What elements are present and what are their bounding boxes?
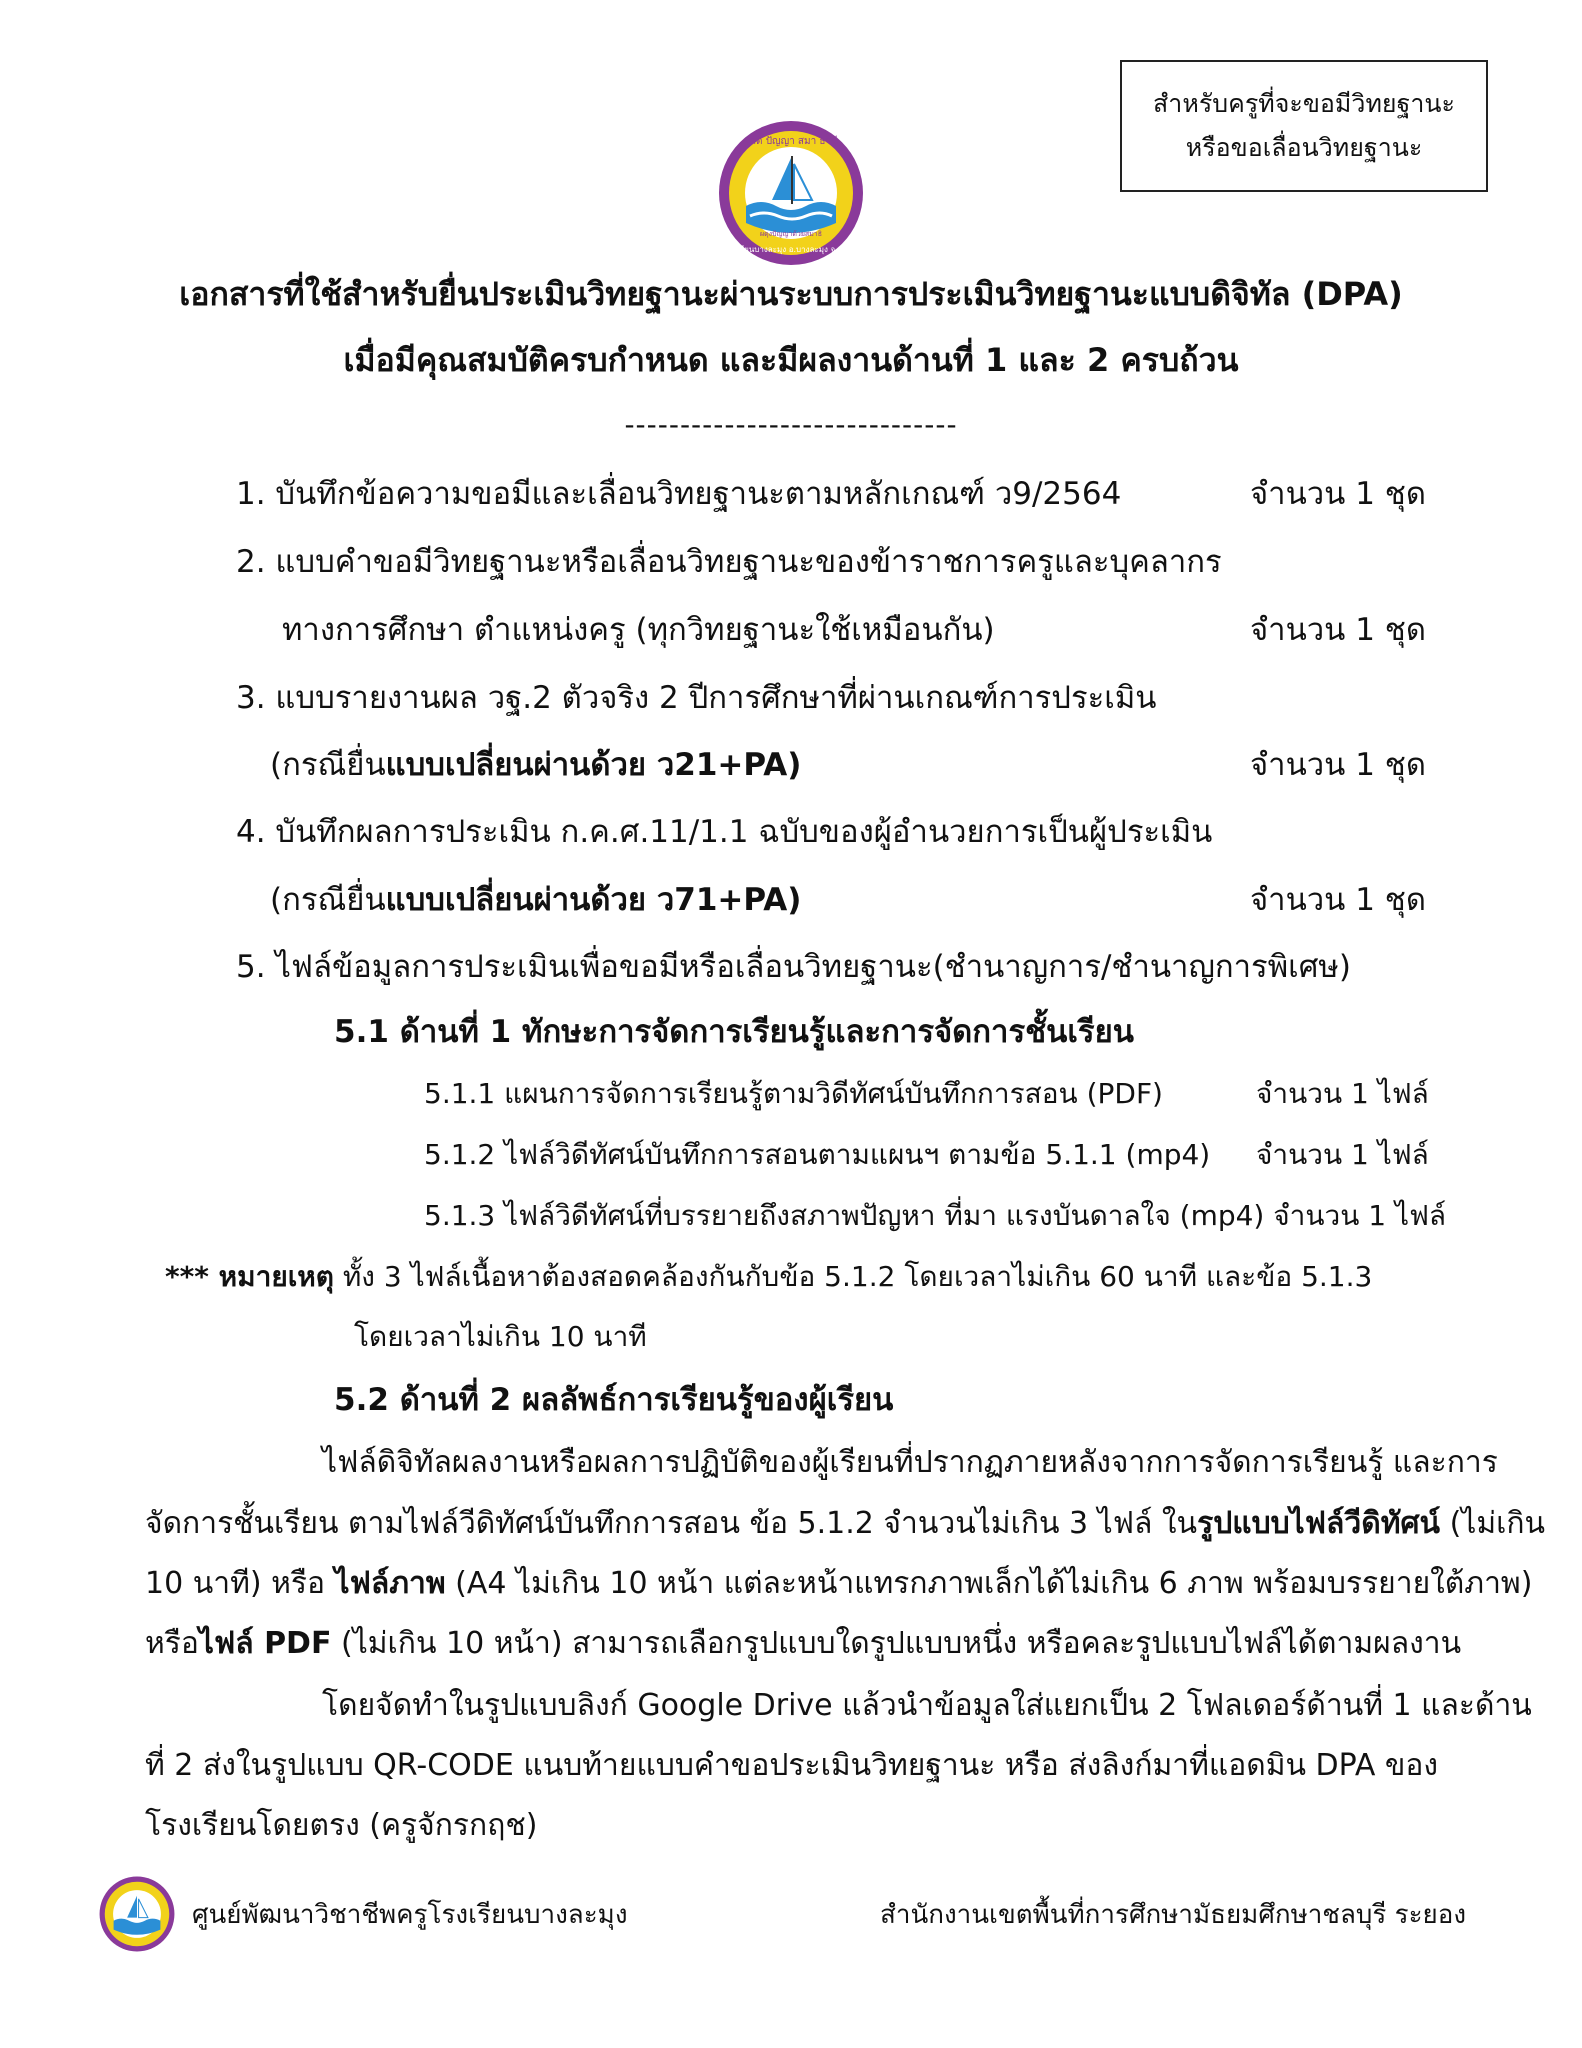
footer-left-text: ศูนย์พัฒนาวิชาชีพครูโรงเรียนบางละมุง — [192, 1900, 628, 1930]
item-3-text: 3. แบบรายงานผล วฐ.2 ตัวจริง 2 ปีการศึกษาที่ผ่านเกณฑ์การประเมิน — [236, 680, 1157, 716]
note-text: ทั้ง 3 ไฟล์เนื้อหาต้องสอดคล้องกันกับข้อ 5.1.2 โดยเวลาไม่เกิน 60 นาที และข้อ 5.1.3 — [333, 1260, 1373, 1293]
note-line-2: โดยเวลาไม่เกิน 10 นาที — [354, 1320, 647, 1353]
image-format-bold: ไฟล์ภาพ — [334, 1566, 446, 1601]
item-5-1-2-text: 5.1.2 ไฟล์วิดีทัศน์บันทึกการสอนตามแผนฯ ตามข้อ 5.1.1 (mp4) — [424, 1138, 1211, 1171]
para-1-line-4 — [145, 1624, 1461, 1664]
para-1-line-2 — [145, 1504, 1545, 1544]
item-5-text: 5. ไฟล์ข้อมูลการประเมินเพื่อขอมีหรือเลื่อนวิทยฐานะ(ชำนาญการ/ชำนาญการพิเศษ) — [236, 949, 1351, 985]
audience-badge — [1120, 60, 1488, 192]
para-2-line-3: โรงเรียนโดยตรง (ครูจักรกฤช) — [145, 1808, 538, 1843]
pdf-format-bold: ไฟล์ PDF — [198, 1626, 332, 1661]
para-1-line-4-a: หรือ — [145, 1626, 199, 1661]
item-4-case-bold: แบบเปลี่ยนผ่านด้วย ว71+PA) — [385, 882, 802, 918]
item-4-qty: จำนวน 1 ชุด — [1250, 882, 1426, 918]
item-2-qty: จำนวน 1 ชุด — [1250, 612, 1426, 648]
para-1-line-3-c: (A4 ไม่เกิน 10 หน้า แต่ละหน้าแทรกภาพเล็กได้ไม่เกิน 6 ภาพ พร้อมบรรยายใต้ภาพ) — [445, 1566, 1533, 1601]
item-5-1-3-text: 5.1.3 ไฟล์วิดีทัศน์ที่บรรยายถึงสภาพปัญหา ที่มา แรงบันดาลใจ (mp4) จำนวน 1 ไฟล์ — [424, 1199, 1447, 1232]
note-label: *** หมายเหตุ — [165, 1260, 334, 1293]
note-line-1 — [165, 1258, 1372, 1296]
item-2-text-cont: ทางการศึกษา ตำแหน่งครู (ทุกวิทยฐานะใช้เหมือนกัน) — [282, 612, 995, 648]
item-4-case-label: (กรณียื่น — [270, 882, 386, 918]
doc-title-line-2: เมื่อมีคุณสมบัติครบกำหนด และมีผลงานด้านที่ 1 และ 2 ครบถ้วน — [343, 341, 1239, 379]
school-logo — [716, 118, 866, 268]
title-divider: ------------------------------ — [624, 408, 958, 441]
para-1-line-1: ไฟล์ดิจิทัลผลงานหรือผลการปฏิบัติของผู้เรียนที่ปรากฏภายหลังจากการจัดการเรียนรู้ และการ — [322, 1445, 1498, 1480]
item-2-text: 2. แบบคำขอมีวิทยฐานะหรือเลื่อนวิทยฐานะของข้าราชการครูและบุคลากร — [236, 544, 1222, 580]
para-1-line-3-a: 10 นาที) หรือ — [145, 1566, 335, 1601]
para-1-line-2-c: (ไม่เกิน — [1440, 1506, 1546, 1541]
doc-title-line-1: เอกสารที่ใช้สำหรับยื่นประเมินวิทยฐานะผ่านระบบการประเมินวิทยฐานะแบบดิจิทัล (DPA) — [179, 275, 1403, 313]
item-5-1-2-qty: จำนวน 1 ไฟล์ — [1256, 1138, 1429, 1171]
item-4-text-cont — [270, 880, 801, 920]
para-1-line-4-c: (ไม่เกิน 10 หน้า) สามารถเลือกรูปแบบใดรูปแบบหนึ่ง หรือคละรูปแบบไฟล์ได้ตามผลงาน — [331, 1626, 1462, 1661]
para-2-line-1: โดยจัดทำในรูปแบบลิงก์ Google Drive แล้วนำข้อมูลใส่แยกเป็น 2 โฟลเดอร์ด้านที่ 1 และด้าน — [322, 1688, 1532, 1723]
badge-line-1: สำหรับครูที่จะขอมีวิทยฐานะ — [1153, 89, 1455, 118]
item-3-case-label: (กรณียื่น — [270, 747, 386, 783]
item-1-text: 1. บันทึกข้อความขอมีและเลื่อนวิทยฐานะตามหลักเกณฑ์ ว9/2564 — [236, 476, 1122, 512]
logo-top-text: ผลดี ปัญญา สมา ธานี — [744, 136, 838, 147]
item-5-1-1-qty: จำนวน 1 ไฟล์ — [1256, 1077, 1429, 1110]
item-3-qty: จำนวน 1 ชุด — [1250, 747, 1426, 783]
logo-ring-text: ผดุงปัญญาด้วยสมาธิ — [759, 230, 823, 238]
para-2-line-2: ที่ 2 ส่งในรูปแบบ QR-CODE แนบท้ายแบบคำขอประเมินวิทยฐานะ หรือ ส่งลิงก์มาที่แอดมิน DPA ของ — [145, 1748, 1439, 1783]
item-1-qty: จำนวน 1 ชุด — [1250, 476, 1426, 512]
footer-logo — [98, 1875, 176, 1953]
section-5-2-heading: 5.2 ด้านที่ 2 ผลลัพธ์การเรียนรู้ของผู้เรียน — [334, 1382, 894, 1418]
video-format-bold: รูปแบบไฟล์วีดิทัศน์ — [1197, 1506, 1441, 1541]
para-1-line-2-a: จัดการชั้นเรียน ตามไฟล์วีดิทัศน์บันทึกการสอน ข้อ 5.1.2 จำนวนไม่เกิน 3 ไฟล์ ใน — [145, 1506, 1198, 1541]
badge-line-2: หรือขอเลื่อนวิทยฐานะ — [1185, 133, 1423, 162]
item-3-case-bold: แบบเปลี่ยนผ่านด้วย ว21+PA) — [385, 747, 802, 783]
item-5-1-1-text: 5.1.1 แผนการจัดการเรียนรู้ตามวิดีทัศน์บันทึกการสอน (PDF) — [424, 1077, 1163, 1110]
para-1-line-3 — [145, 1564, 1532, 1604]
item-4-text: 4. บันทึกผลการประเมิน ก.ค.ศ.11/1.1 ฉบับของผู้อำนวยการเป็นผู้ประเมิน — [236, 814, 1213, 850]
footer-right-text: สำนักงานเขตพื้นที่การศึกษามัธยมศึกษาชลบุรี ระยอง — [880, 1900, 1467, 1930]
item-3-text-cont — [270, 745, 801, 785]
section-5-1-heading: 5.1 ด้านที่ 1 ทักษะการจัดการเรียนรู้และการจัดการชั้นเรียน — [334, 1014, 1134, 1050]
logo-bottom-text: โรงเรียนบางละมุง อ.บางละมุง จ.ชลบุรี — [724, 245, 858, 254]
